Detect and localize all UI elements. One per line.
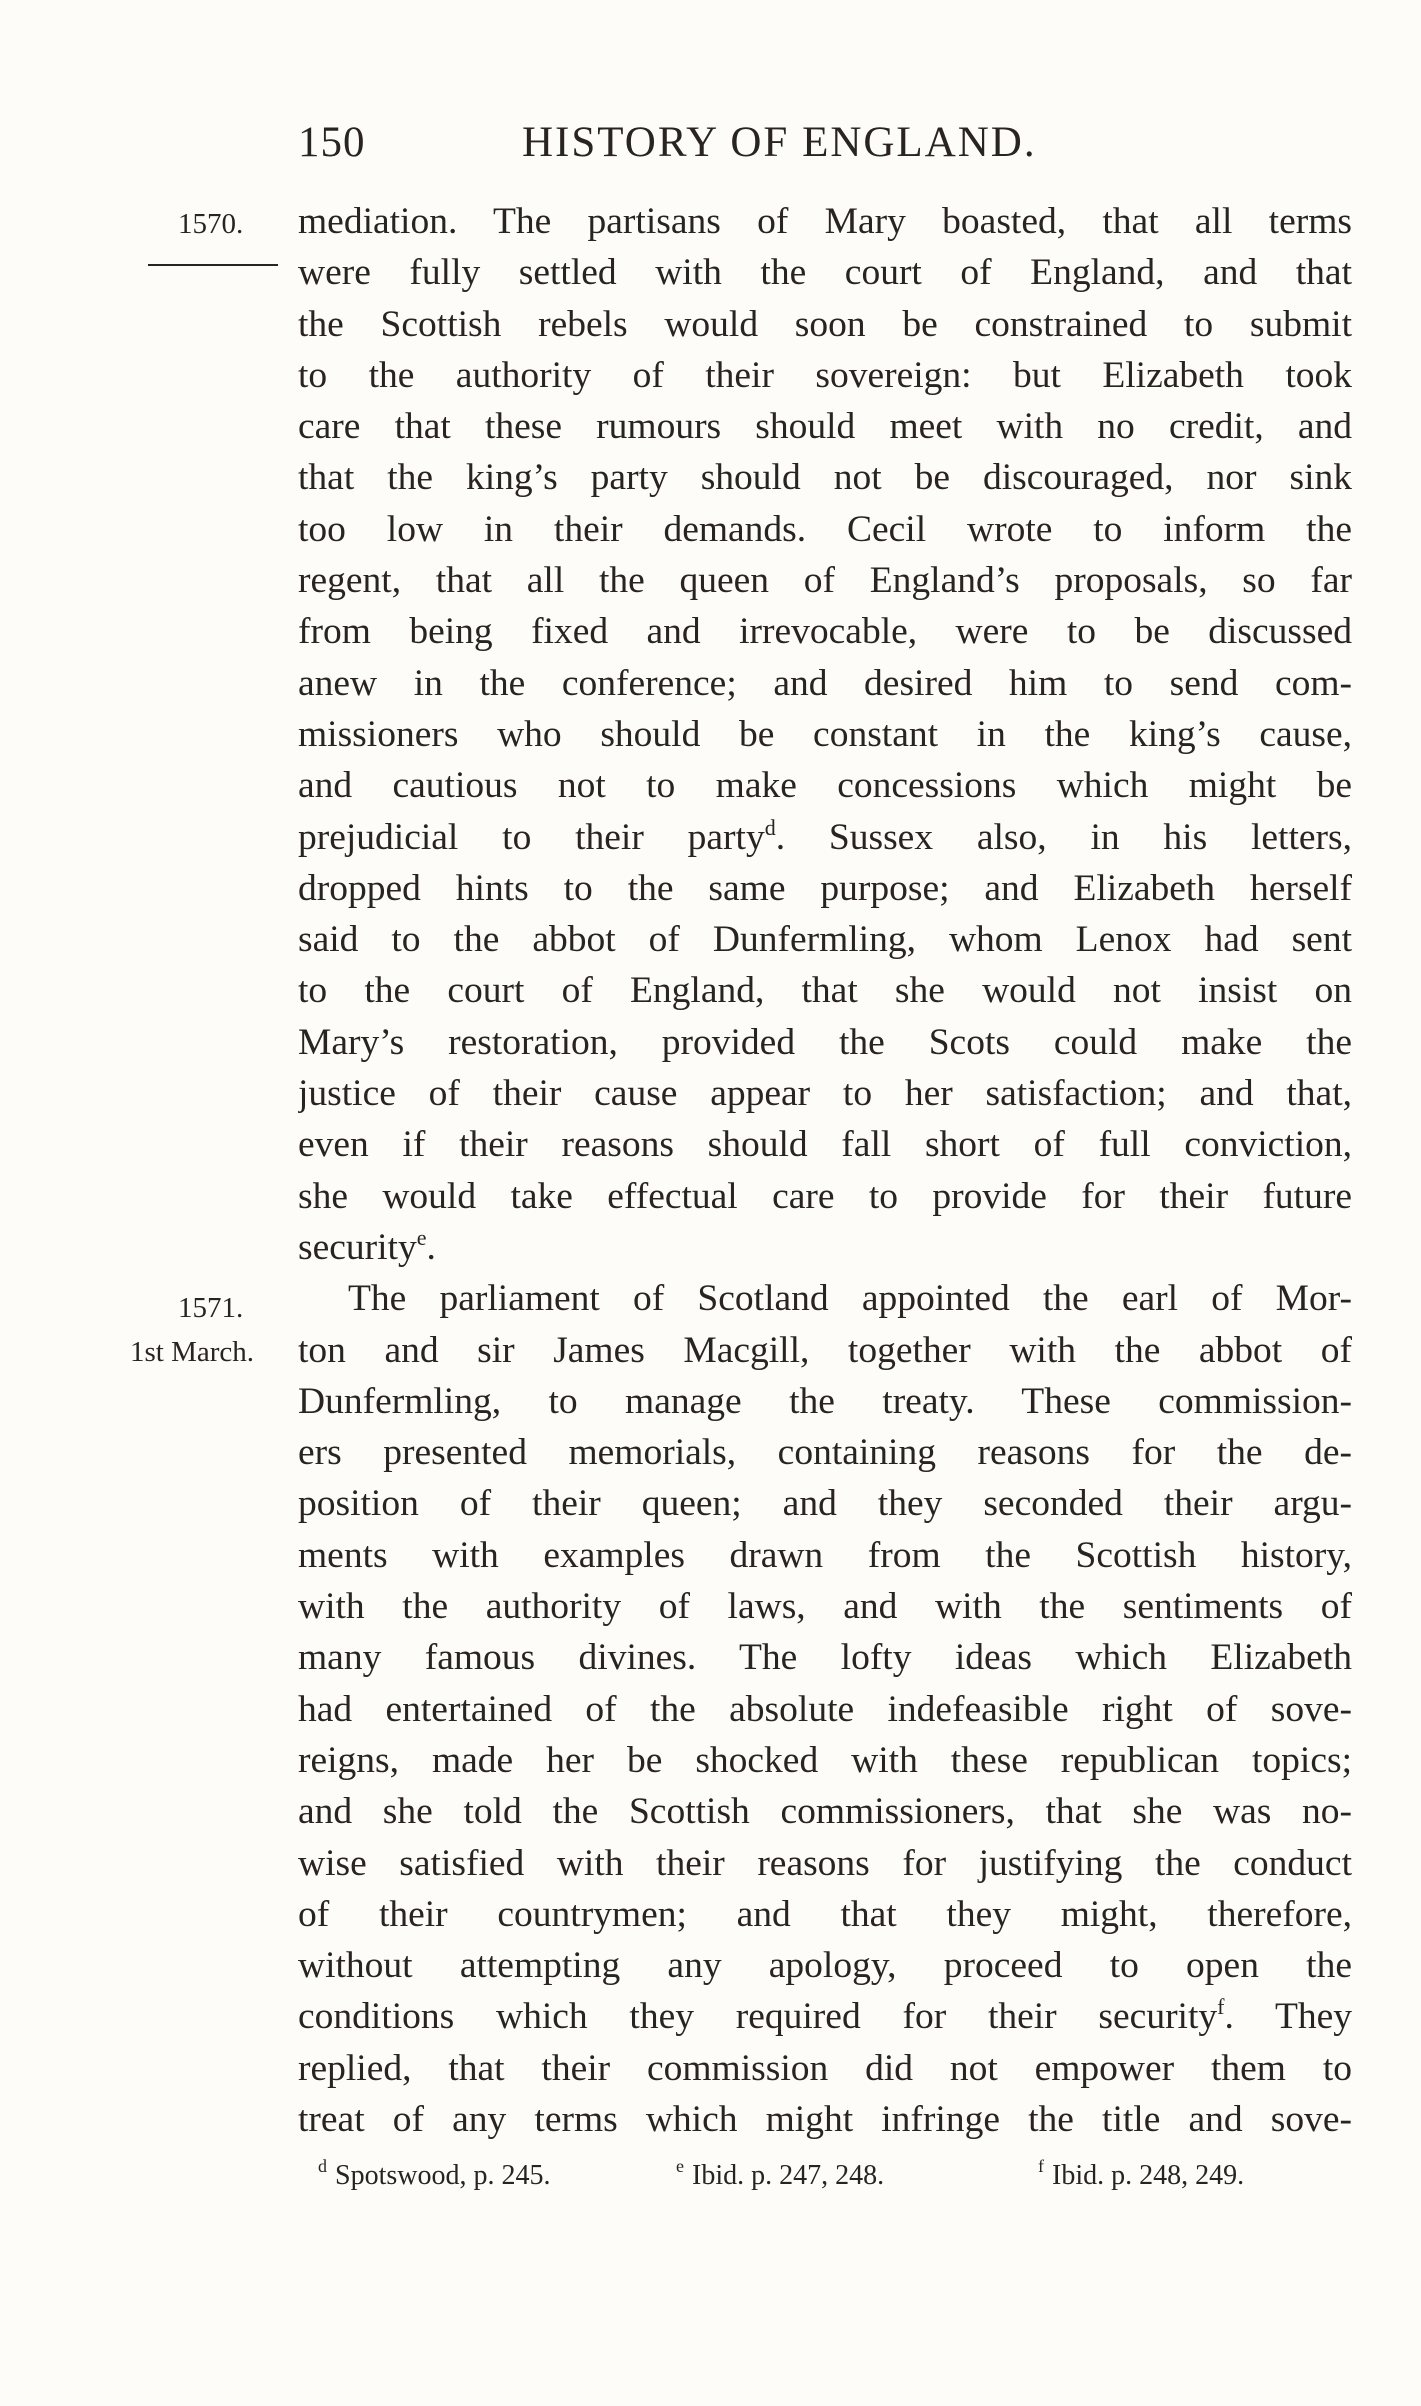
- text-line: justice of their cause appear to her satisfaction; and that,: [298, 1073, 1352, 1115]
- text-line: to the court of England, that she would not insist on: [298, 970, 1352, 1012]
- text-line: with the authority of laws, and with the sentiments of: [298, 1586, 1352, 1628]
- text-line: of their countrymen; and that they might, therefore,: [298, 1893, 1352, 1935]
- text-line: The parliament of Scotland appointed the earl of Mor-: [348, 1278, 1352, 1320]
- text-line: care that these rumours should meet with no credit, and: [298, 406, 1352, 448]
- page-number: 150: [298, 119, 366, 166]
- text-line: said to the abbot of Dunfermling, whom Lenox had sent: [298, 919, 1352, 961]
- footnote-ref: f: [1217, 1994, 1225, 2020]
- footnote: [1038, 2156, 1245, 2192]
- text-line: Mary’s restoration, provided the Scots could make the: [298, 1021, 1352, 1063]
- footnote: [676, 2156, 885, 2192]
- footnote-marker: f: [1038, 2156, 1044, 2176]
- text-line: position of their queen; and they seconded their argu-: [298, 1483, 1352, 1525]
- margin-year: 1571.: [178, 1292, 244, 1324]
- line-text: prejudicial to their party: [298, 816, 765, 858]
- text-line: [298, 1222, 1352, 1273]
- text-line: Dunfermling, to manage the treaty. These commission-: [298, 1380, 1352, 1422]
- text-line: [298, 1991, 1352, 2042]
- margin-rule: [148, 264, 278, 266]
- text-line: that the king’s party should not be discouraged, nor sink: [298, 457, 1352, 499]
- text-line: without attempting any apology, proceed to open the: [298, 1945, 1352, 1987]
- text-line: had entertained of the absolute indefeasible right of sove-: [298, 1688, 1352, 1730]
- text-line: missioners who should be constant in the king’s cause,: [298, 713, 1352, 755]
- footnote-text: Ibid. p. 247, 248.: [692, 2160, 885, 2191]
- running-header: [298, 118, 1352, 178]
- text-line: many famous divines. The lofty ideas which Elizabeth: [298, 1637, 1352, 1679]
- text-line: and cautious not to make concessions which might be: [298, 765, 1352, 807]
- text-line: ments with examples drawn from the Scottish history,: [298, 1534, 1352, 1576]
- footnote-marker: d: [318, 2156, 327, 2176]
- text-line: ton and sir James Macgill, together with the abbot of: [298, 1329, 1352, 1371]
- line-text: .: [426, 1226, 436, 1268]
- text-line: and she told the Scottish commissioners, that she was no-: [298, 1791, 1352, 1833]
- text-line: she would take effectual care to provide for their future: [298, 1175, 1352, 1217]
- line-text: . Sussex also, in his letters,: [775, 816, 1352, 858]
- footnote-ref: e: [416, 1224, 427, 1250]
- line-text: conditions which they required for their security: [298, 1996, 1218, 2038]
- margin-date: 1st March.: [130, 1336, 255, 1368]
- line-text: . They: [1224, 1996, 1352, 2038]
- text-line: reigns, made her be shocked with these republican topics;: [298, 1739, 1352, 1781]
- text-line: dropped hints to the same purpose; and Elizabeth herself: [298, 867, 1352, 909]
- text-line: anew in the conference; and desired him to send com-: [298, 662, 1352, 704]
- text-line: mediation. The partisans of Mary boasted, that all terms: [298, 201, 1352, 242]
- text-line: even if their reasons should fall short of full conviction,: [298, 1124, 1352, 1166]
- running-title: HISTORY OF ENGLAND.: [522, 119, 1037, 166]
- footnote-ref: d: [764, 814, 776, 840]
- text-line: [298, 812, 1352, 863]
- text-line: treat of any terms which might infringe the title and sove-: [298, 2098, 1352, 2140]
- footnote-text: Spotswood, p. 245.: [335, 2160, 551, 2191]
- margin-year: 1570.: [178, 208, 244, 240]
- body-text: [298, 196, 1352, 2145]
- footnote-text: Ibid. p. 248, 249.: [1052, 2160, 1245, 2191]
- text-line: ers presented memorials, containing reasons for the de-: [298, 1432, 1352, 1474]
- footnotes: [318, 2156, 1352, 2204]
- text-line: wise satisfied with their reasons for justifying the conduct: [298, 1842, 1352, 1884]
- text-line: regent, that all the queen of England’s proposals, so far: [298, 560, 1352, 602]
- text-line: too low in their demands. Cecil wrote to inform the: [298, 508, 1352, 550]
- text-line: from being fixed and irrevocable, were to be discussed: [298, 611, 1352, 653]
- footnote: [318, 2156, 551, 2192]
- text-line: were fully settled with the court of England, and that: [298, 252, 1352, 294]
- text-line: to the authority of their sovereign: but Elizabeth took: [298, 354, 1352, 396]
- text-line: the Scottish rebels would soon be constrained to submit: [298, 303, 1352, 345]
- line-text: security: [298, 1226, 417, 1268]
- footnote-marker: e: [676, 2156, 684, 2176]
- text-line: replied, that their commission did not empower them to: [298, 2047, 1352, 2089]
